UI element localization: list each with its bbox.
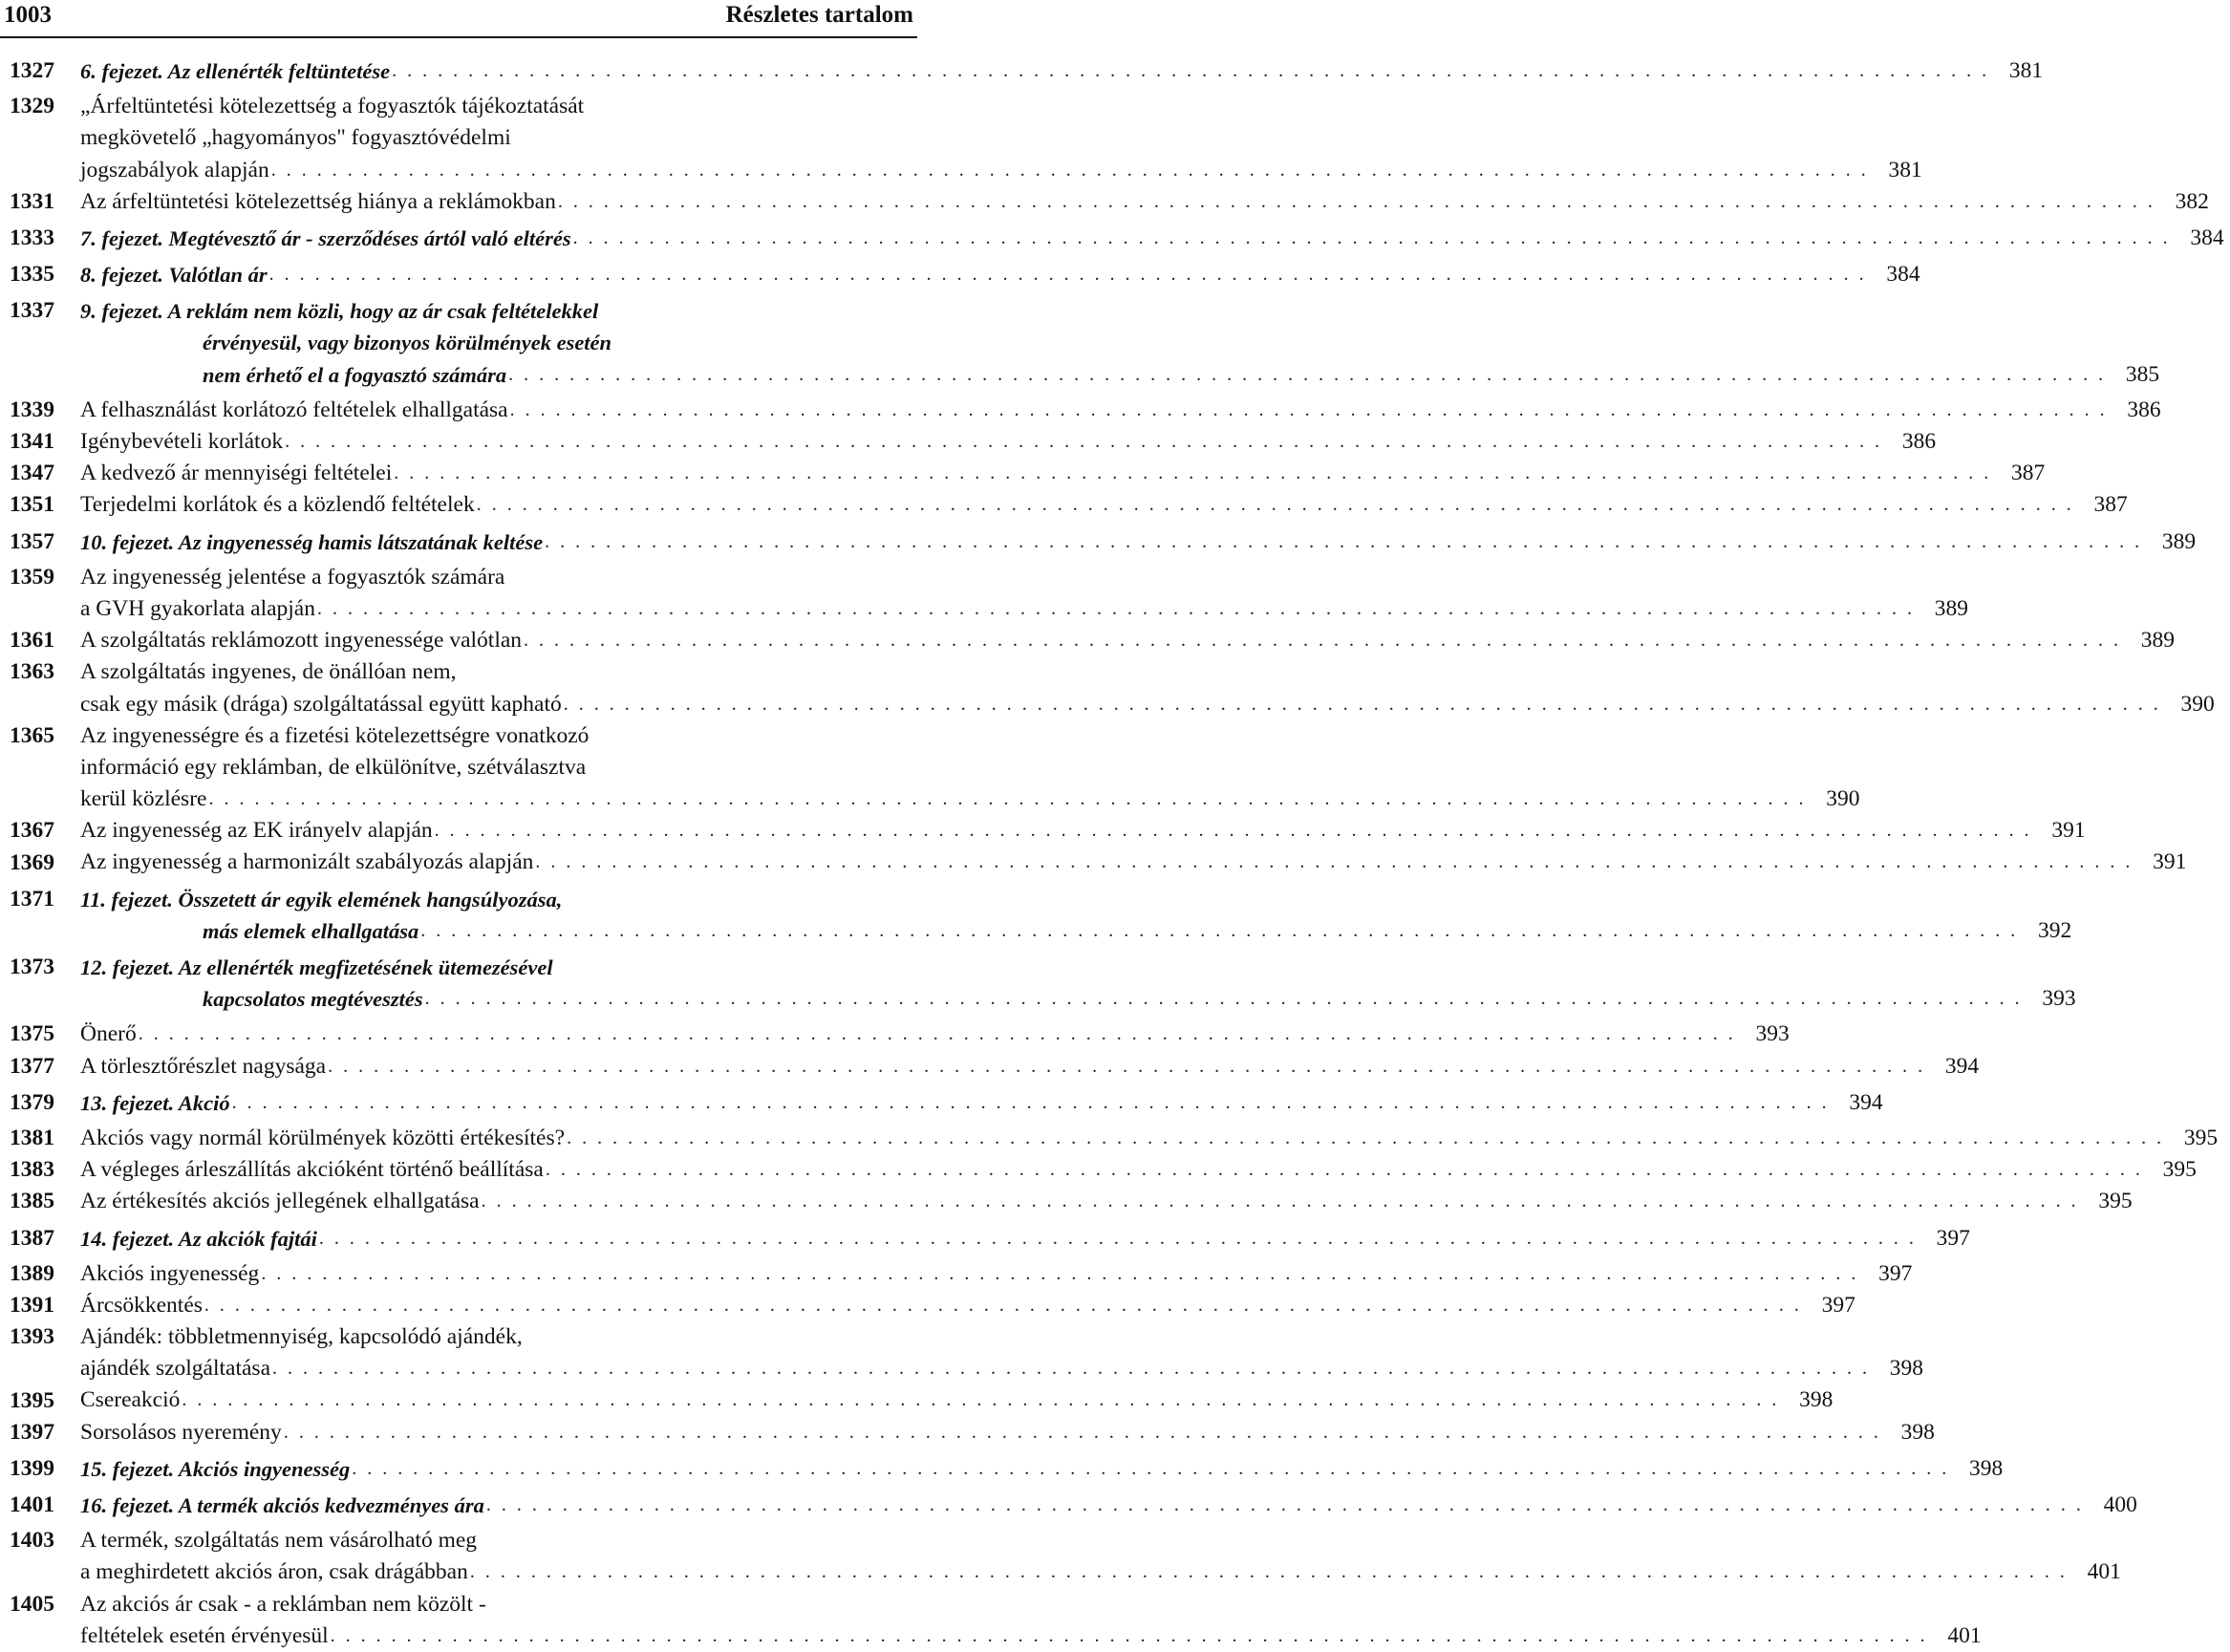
dot-leader <box>510 395 2108 426</box>
page-reference: 401 <box>2087 1559 2121 1585</box>
toc-chapter-entry <box>0 1490 2137 1521</box>
entry-title-line: információ egy reklámban, de elkülönítve, szétválasztva <box>80 754 587 780</box>
paragraph-number: 1347 <box>10 461 54 486</box>
entry-title-line: 10. fejezet. Az ingyenesség hamis látszatának keltése <box>80 529 544 554</box>
dot-leader <box>392 55 1989 87</box>
entry-title-line: A szolgáltatás ingyenes, de önállóan nem, <box>80 659 457 685</box>
entry-title-line: A végleges árleszállítás akcióként történő beállítása <box>80 1157 544 1183</box>
toc-section-entry <box>0 1417 1935 1448</box>
paragraph-number: 1361 <box>10 628 54 654</box>
dot-leader <box>208 783 1806 815</box>
entry-title-line: Csereakció <box>80 1387 181 1413</box>
dot-leader <box>486 1490 2084 1521</box>
page-reference: 385 <box>2125 361 2160 387</box>
paragraph-number: 1335 <box>10 262 54 288</box>
toc-section-entry <box>0 1321 1924 1384</box>
toc-section-entry <box>0 1258 1913 1290</box>
toc-section-entry <box>0 562 1968 625</box>
paragraph-number: 1385 <box>10 1189 54 1214</box>
entry-title-line: csak egy másik (drága) szolgáltatással együtt kapható <box>80 691 562 717</box>
dot-leader <box>435 815 2032 847</box>
entry-title-line: 9. fejezet. A reklám nem közli, hogy az ár csak feltételekkel <box>80 299 599 324</box>
dot-leader <box>546 1154 2143 1186</box>
page-reference: 393 <box>1755 1021 1790 1047</box>
toc-chapter-entry <box>0 884 2072 947</box>
paragraph-number: 1369 <box>10 849 54 875</box>
entry-title-line: Az ingyenesség jelentése a fogyasztók számára <box>80 564 505 590</box>
entry-title-line: Terjedelmi korlátok és a közlendő feltételek <box>80 492 475 518</box>
table-of-contents <box>0 55 2224 1652</box>
paragraph-number: 1371 <box>10 886 54 912</box>
dot-leader <box>232 1087 1830 1119</box>
page-reference: 384 <box>1886 262 1920 288</box>
running-title: Részletes tartalom <box>725 2 913 28</box>
toc-chapter-entry <box>0 952 2076 1015</box>
entry-title-line: „Árfeltüntetési kötelezettség a fogyasztók tájékoztatását <box>80 94 585 119</box>
dot-leader <box>271 155 1869 186</box>
toc-chapter-entry <box>0 1087 1883 1119</box>
page-reference: 384 <box>2190 225 2224 250</box>
toc-section-entry <box>0 1051 1980 1083</box>
paragraph-number: 1381 <box>10 1126 54 1150</box>
toc-section-entry <box>0 1589 1982 1652</box>
page-number: 1003 <box>4 2 52 28</box>
dot-leader <box>317 593 1915 625</box>
paragraph-number: 1327 <box>10 58 54 83</box>
entry-title-line: A termék, szolgáltatás nem vásárolható meg <box>80 1528 478 1554</box>
page-reference: 389 <box>1934 595 1968 621</box>
entry-title-line: 14. fejezet. Az akciók fajtái <box>80 1226 317 1251</box>
entry-title-line: Az árfeltüntetési kötelezettség hiánya a reklámokban <box>80 188 556 214</box>
dot-leader <box>272 1353 1870 1384</box>
toc-section-entry <box>0 1186 2133 1217</box>
entry-title-line: Önerő <box>80 1021 137 1047</box>
entry-title-line: 11. fejezet. Összetett ár egyik elemének hangsúlyozása, <box>80 887 563 912</box>
dot-leader <box>284 1417 1881 1448</box>
dot-leader <box>567 1123 2164 1154</box>
page-reference: 397 <box>1936 1225 1970 1251</box>
entry-title-line: kerül közlésre <box>80 786 207 812</box>
entry-title-line: 6. fejezet. Az ellenérték feltüntetése <box>80 58 391 83</box>
page-reference: 395 <box>2098 1189 2133 1214</box>
toc-chapter-entry <box>0 55 2044 87</box>
paragraph-number: 1337 <box>10 298 54 324</box>
entry-title-line: Az értékesítés akciós jellegének elhallgatása <box>80 1189 480 1214</box>
dot-leader <box>535 847 2133 878</box>
page-reference: 386 <box>1901 429 1937 455</box>
dot-leader <box>139 1019 1736 1050</box>
paragraph-number: 1333 <box>10 225 54 250</box>
page-reference: 389 <box>2161 528 2197 554</box>
page-reference: 398 <box>1969 1455 2004 1481</box>
page-reference: 390 <box>2180 691 2215 717</box>
entry-title-line: 13. fejezet. Akció <box>80 1090 230 1115</box>
entry-title-line: 8. fejezet. Valótlan ár <box>80 263 268 288</box>
page-reference: 382 <box>2175 188 2209 214</box>
entry-title-line: Árcsökkentés <box>80 1292 203 1318</box>
entry-title-line: érvényesül, vagy bizonyos körülmények esetén <box>203 331 612 355</box>
toc-chapter-entry <box>0 1223 1970 1255</box>
paragraph-number: 1359 <box>10 564 54 590</box>
toc-section-entry <box>0 1525 2121 1588</box>
page-reference: 390 <box>1826 786 1860 812</box>
page-reference: 394 <box>1849 1089 1883 1115</box>
paragraph-number: 1357 <box>10 528 54 554</box>
dot-leader <box>285 426 1882 458</box>
toc-section-entry <box>0 847 2187 879</box>
page-reference: 391 <box>2153 849 2187 875</box>
toc-section-entry <box>0 815 2086 847</box>
entry-title-line: A törlesztőrészlet nagysága <box>80 1053 327 1079</box>
paragraph-number: 1391 <box>10 1292 54 1318</box>
entry-title-line: a meghirdetett akciós áron, csak drágábban <box>80 1559 468 1585</box>
entry-title-line: A kedvező ár mennyiségi feltételei <box>80 461 393 486</box>
toc-section-entry <box>0 1290 1855 1321</box>
entry-title-line: Az ingyenesség az EK irányelv alapján <box>80 818 433 844</box>
page-header <box>0 0 917 38</box>
dot-leader <box>470 1556 2068 1588</box>
paragraph-number: 1399 <box>10 1455 54 1481</box>
dot-leader <box>573 223 2171 254</box>
paragraph-number: 1331 <box>10 188 54 214</box>
page-reference: 401 <box>1947 1622 1982 1648</box>
page-reference: 387 <box>2093 492 2128 518</box>
toc-section-entry <box>0 1154 2197 1186</box>
dot-leader <box>545 526 2142 558</box>
entry-title-line: Az ingyenesség a harmonizált szabályozás alapján <box>80 849 534 875</box>
page-reference: 398 <box>1889 1356 1924 1382</box>
paragraph-number: 1377 <box>10 1053 54 1079</box>
entry-title-line: megkövetelő „hagyományos" fogyasztóvédelmi <box>80 125 511 151</box>
page-reference: 394 <box>1944 1053 1980 1079</box>
toc-section-entry <box>0 91 1922 186</box>
entry-title-line: Az akciós ár csak - a reklámban nem közölt - <box>80 1591 486 1617</box>
page-reference: 395 <box>2183 1125 2219 1150</box>
entry-title-line: nem érhető el a fogyasztó számára <box>203 362 507 387</box>
toc-section-entry <box>0 656 2215 719</box>
paragraph-number: 1397 <box>10 1419 54 1445</box>
dot-leader <box>328 1051 1925 1083</box>
paragraph-number: 1379 <box>10 1089 54 1115</box>
paragraph-number: 1405 <box>10 1591 54 1617</box>
paragraph-number: 1373 <box>10 955 54 980</box>
dot-leader <box>420 915 2018 947</box>
page-reference: 389 <box>2140 628 2176 654</box>
paragraph-number: 1329 <box>10 94 54 119</box>
paragraph-number: 1365 <box>10 722 54 748</box>
paragraph-number: 1403 <box>10 1528 54 1554</box>
paragraph-number: 1389 <box>10 1260 54 1286</box>
entry-title-line: Az ingyenességre és a fizetési kötelezettségre vonatkozó <box>80 722 590 748</box>
entry-title-line: Igénybevételi korlátok <box>80 429 284 455</box>
dot-leader <box>261 1258 1858 1290</box>
page-reference: 395 <box>2162 1157 2197 1183</box>
entry-title-line: ajándék szolgáltatása <box>80 1356 271 1382</box>
entry-title-line: feltételek esetén érvényesül <box>80 1622 329 1648</box>
page-reference: 391 <box>2051 818 2086 844</box>
entry-title-line: 15. fejezet. Akciós ingyenesség <box>80 1456 351 1481</box>
toc-section-entry <box>0 458 2046 489</box>
page-reference: 400 <box>2103 1492 2137 1518</box>
entry-title-line: 16. fejezet. A termék akciós kedvezményes ára <box>80 1493 484 1518</box>
dot-leader <box>482 1186 2079 1217</box>
toc-section-entry <box>0 1123 2219 1154</box>
entry-title-line: A szolgáltatás reklámozott ingyenessége valótlan <box>80 628 523 654</box>
entry-title-line: Akciós ingyenesség <box>80 1260 260 1286</box>
paragraph-number: 1367 <box>10 818 54 844</box>
toc-section-entry <box>0 1385 1833 1417</box>
entry-title-line: kapcsolatos megtévesztés <box>203 987 423 1012</box>
page-reference: 392 <box>2037 917 2072 943</box>
dot-leader <box>319 1223 1917 1255</box>
toc-section-entry <box>0 625 2176 656</box>
page-reference: 381 <box>1888 157 1922 182</box>
toc-chapter-entry <box>0 526 2197 558</box>
entry-title-line: Akciós vagy normál körülmények közötti értékesítés? <box>80 1125 566 1150</box>
paragraph-number: 1387 <box>10 1225 54 1251</box>
page-reference: 381 <box>2008 57 2044 83</box>
toc-chapter-entry <box>0 223 2224 254</box>
toc-section-entry <box>0 395 2161 426</box>
toc-chapter-entry <box>0 295 2160 391</box>
toc-chapter-entry <box>0 259 1920 290</box>
entry-title-line: Sorsolásos nyeremény <box>80 1419 282 1445</box>
paragraph-number: 1395 <box>10 1387 54 1413</box>
paragraph-number: 1339 <box>10 397 54 422</box>
page-reference: 397 <box>1821 1292 1855 1318</box>
dot-leader <box>331 1620 1928 1652</box>
entry-title-line: 12. fejezet. Az ellenérték megfizetésének ütemezésével <box>80 955 553 980</box>
header-rule <box>0 36 917 38</box>
dot-leader <box>182 1384 1779 1416</box>
toc-section-entry <box>0 1019 1790 1050</box>
dot-leader <box>352 1453 1949 1485</box>
entry-title-line: Ajándék: többletmennyiség, kapcsolódó ajándék, <box>80 1324 523 1350</box>
page-reference: 386 <box>2127 397 2161 422</box>
page-reference: 387 <box>2011 461 2046 486</box>
dot-leader <box>508 359 2106 391</box>
dot-leader <box>394 458 1991 489</box>
dot-leader <box>524 625 2121 656</box>
entry-title-line: más elemek elhallgatása <box>203 918 419 943</box>
toc-section-entry <box>0 426 1937 458</box>
entry-title-line: A felhasználást korlátozó feltételek elhallgatása <box>80 397 508 422</box>
page-reference: 397 <box>1878 1260 1913 1286</box>
dot-leader <box>204 1290 1802 1321</box>
entry-title-line: 7. fejezet. Megtévesztő ár - szerződéses ártól való eltérés <box>80 225 571 250</box>
dot-leader <box>269 259 1867 290</box>
toc-chapter-entry <box>0 1453 2004 1485</box>
dot-leader <box>477 489 2074 521</box>
entry-title-line: jogszabályok alapján <box>80 157 269 182</box>
paragraph-number: 1383 <box>10 1157 54 1183</box>
page-reference: 398 <box>1799 1387 1833 1413</box>
page-reference: 398 <box>1900 1419 1935 1445</box>
toc-section-entry <box>0 186 2209 218</box>
paragraph-number: 1351 <box>10 492 54 518</box>
entry-title-line: a GVH gyakorlata alapján <box>80 595 315 621</box>
page-reference: 393 <box>2042 986 2076 1012</box>
paragraph-number: 1341 <box>10 429 54 455</box>
paragraph-number: 1393 <box>10 1324 54 1350</box>
toc-section-entry <box>0 720 1860 816</box>
toc-section-entry <box>0 489 2128 521</box>
dot-leader <box>558 186 2155 218</box>
dot-leader <box>425 983 2023 1015</box>
paragraph-number: 1401 <box>10 1492 54 1518</box>
dot-leader <box>564 689 2161 720</box>
paragraph-number: 1363 <box>10 659 54 685</box>
paragraph-number: 1375 <box>10 1021 54 1047</box>
